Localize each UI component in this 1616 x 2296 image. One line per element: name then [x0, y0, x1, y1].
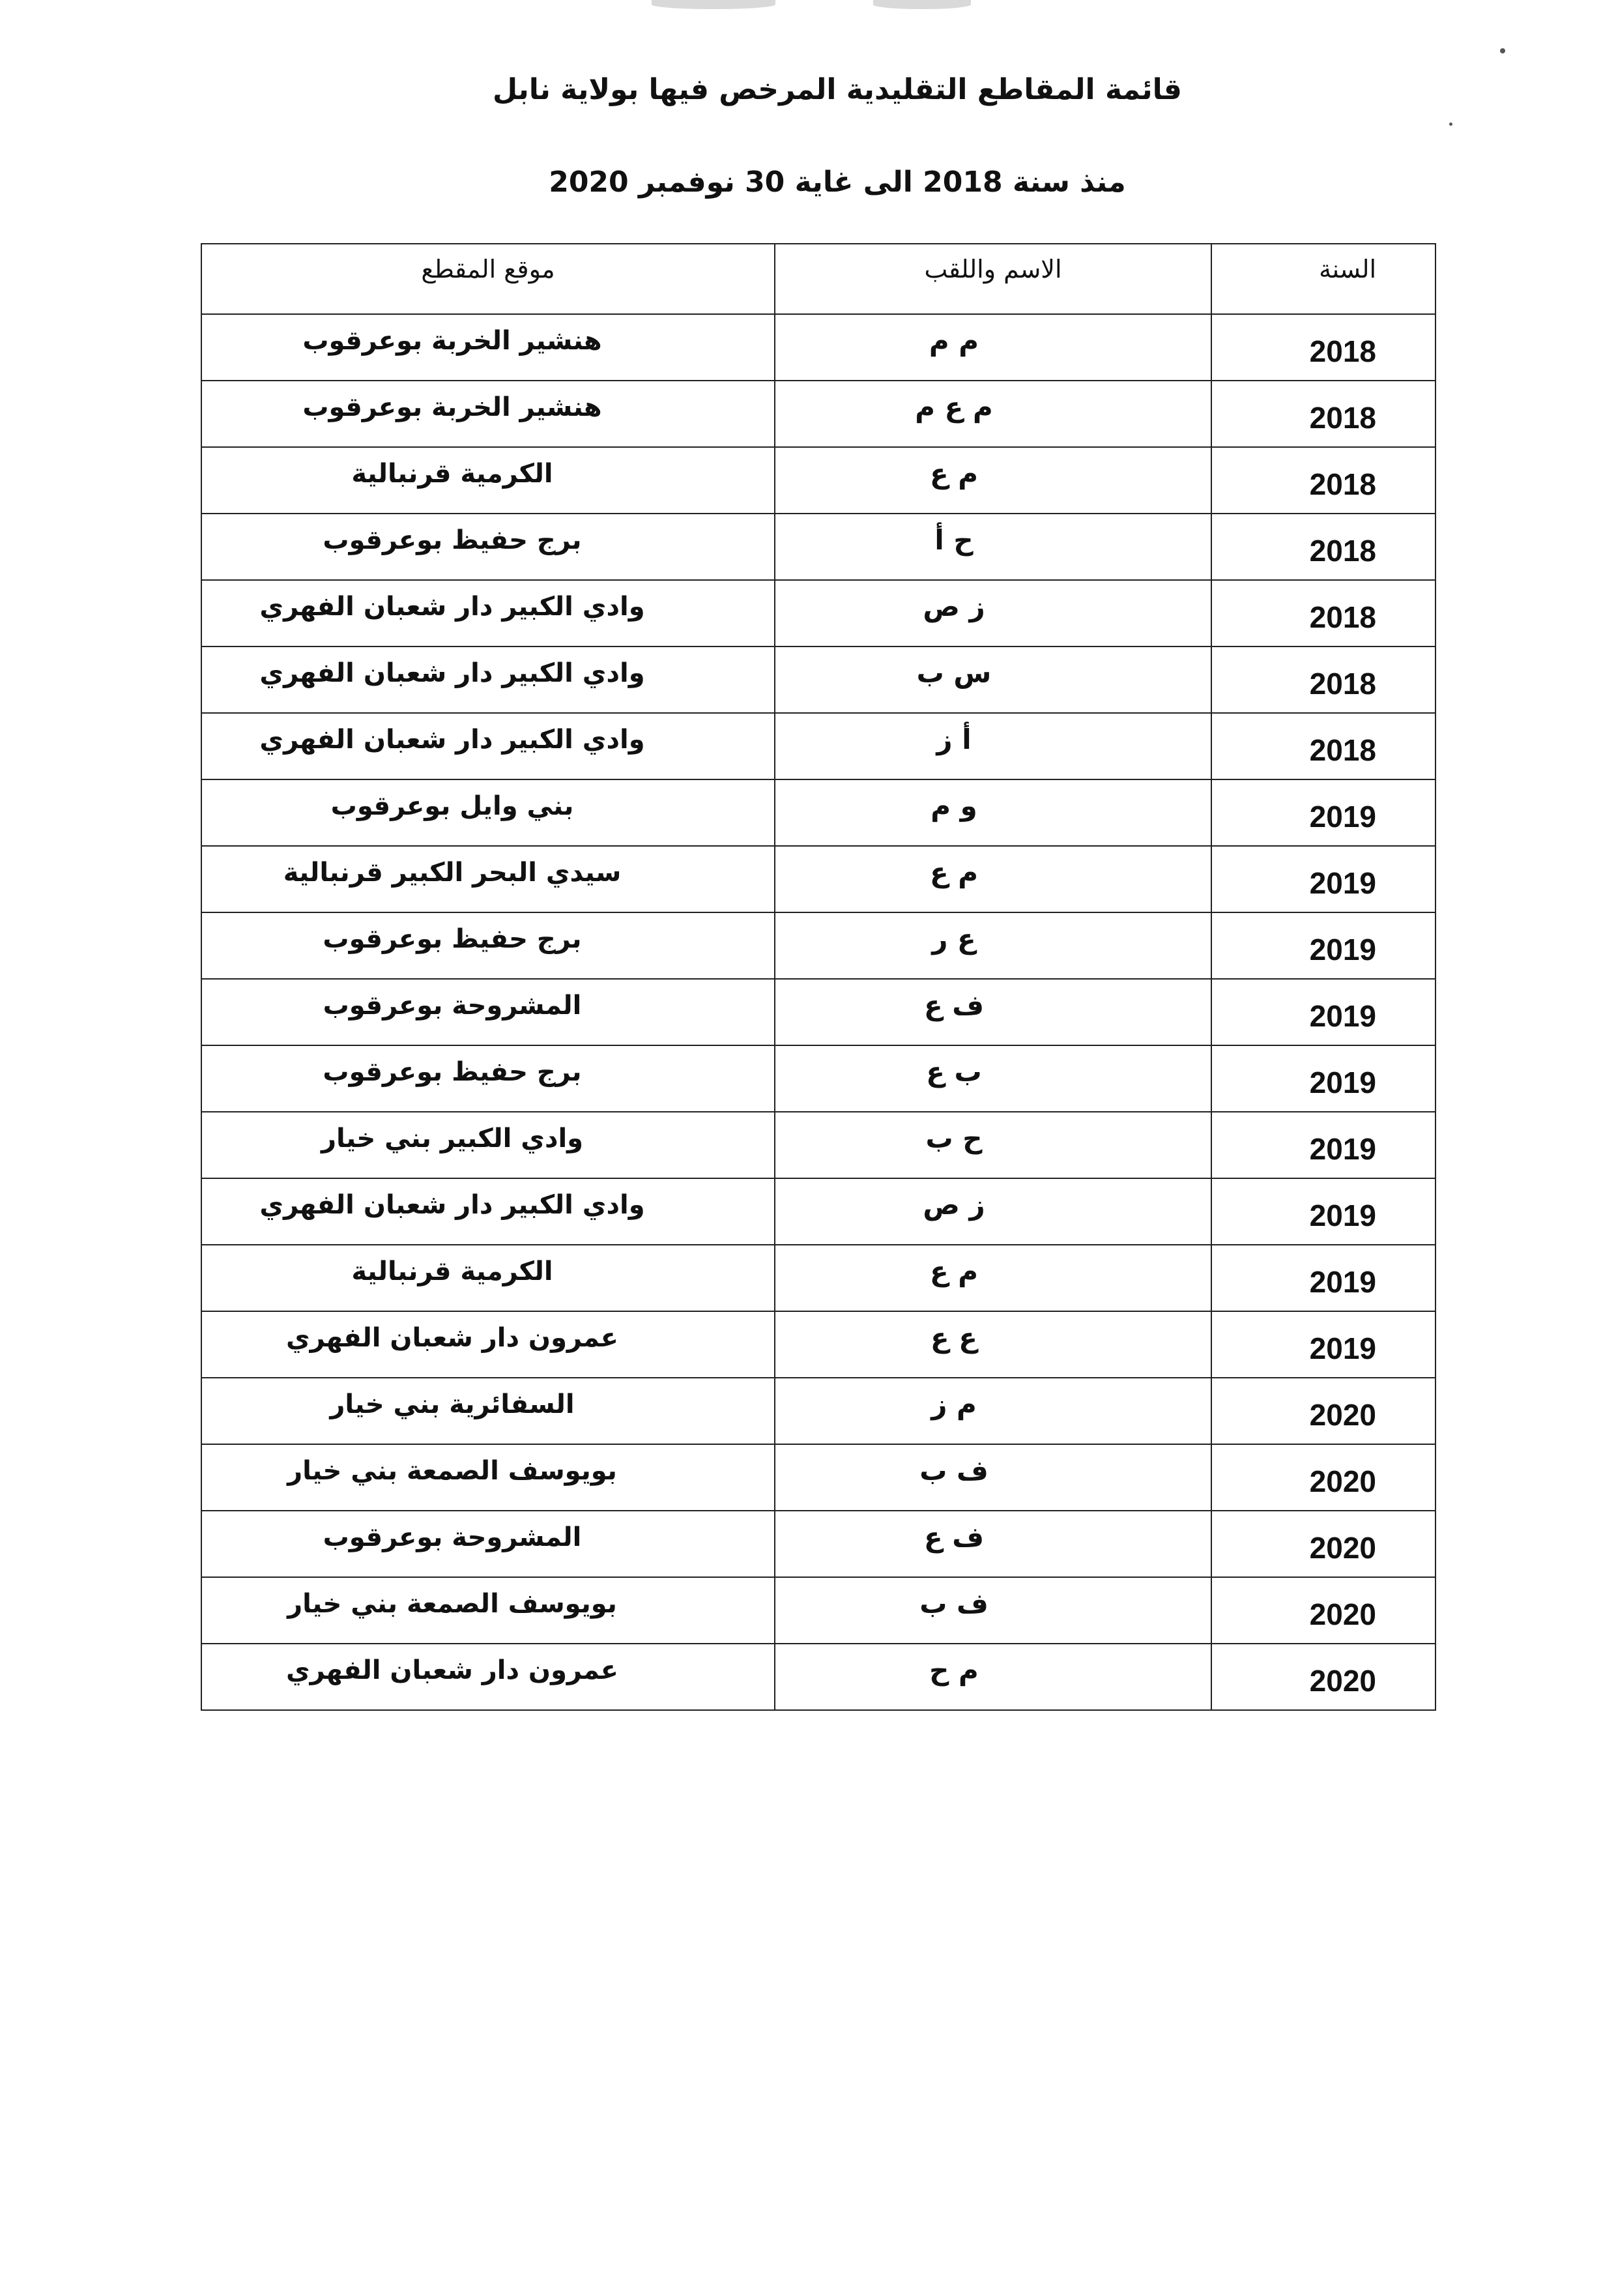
site-cell-text: المشروحة بوعرقوب — [323, 1522, 582, 1552]
table-row — [201, 447, 1436, 514]
site-cell — [201, 1045, 775, 1112]
table-row — [201, 979, 1436, 1045]
year-cell — [1211, 1511, 1436, 1577]
table-row — [201, 1577, 1436, 1644]
year-cell-text: 2018 — [1309, 401, 1376, 435]
name-cell — [775, 713, 1211, 779]
year-cell — [1211, 381, 1436, 447]
site-cell-text: السفائرية بني خيار — [330, 1389, 575, 1419]
year-cell — [1211, 580, 1436, 647]
year-cell — [1211, 314, 1436, 381]
scan-edge-mark — [652, 0, 775, 9]
site-cell — [201, 1444, 775, 1511]
year-cell-text: 2020 — [1309, 1464, 1376, 1498]
site-cell-text: هنشير الخربة بوعرقوب — [302, 326, 602, 356]
year-cell-text: 2020 — [1309, 1398, 1376, 1432]
name-cell-text: ف ب — [919, 1455, 988, 1487]
site-cell — [201, 514, 775, 580]
site-cell-text: برج حفيظ بوعرقوب — [323, 525, 582, 555]
name-cell — [775, 1444, 1211, 1511]
year-cell — [1211, 912, 1436, 979]
site-cell — [201, 1644, 775, 1710]
name-cell-text: م ع — [929, 856, 979, 888]
name-cell-text: ب ع — [926, 1056, 982, 1088]
table-header-row — [201, 244, 1436, 314]
site-cell-text: وادي الكبير دار شعبان الفهري — [259, 658, 645, 688]
year-cell — [1211, 1644, 1436, 1710]
site-cell — [201, 1112, 775, 1178]
site-cell-text: سيدي البحر الكبير قرنبالية — [283, 858, 622, 888]
year-cell — [1211, 1311, 1436, 1378]
header-year — [1211, 244, 1436, 314]
site-cell — [201, 1311, 775, 1378]
year-cell-text: 2018 — [1309, 534, 1376, 568]
year-cell-text: 2019 — [1309, 866, 1376, 900]
header-name-label: الاسم واللقب — [924, 255, 1062, 283]
site-cell — [201, 846, 775, 912]
table-row — [201, 647, 1436, 713]
name-cell-text: ف ع — [923, 1521, 985, 1553]
year-cell-text: 2019 — [1309, 1199, 1376, 1232]
name-cell — [775, 447, 1211, 514]
year-cell — [1211, 1045, 1436, 1112]
year-cell-text: 2019 — [1309, 1066, 1376, 1099]
site-cell-text: وادي الكبير دار شعبان الفهري — [259, 1190, 645, 1220]
name-cell — [775, 1577, 1211, 1644]
header-site-label: موقع المقطع — [421, 255, 555, 283]
table-body — [201, 314, 1436, 1710]
name-cell — [775, 1511, 1211, 1577]
table-row — [201, 1045, 1436, 1112]
header-site — [201, 244, 775, 314]
table-row — [201, 713, 1436, 779]
year-cell-text: 2019 — [1309, 999, 1376, 1033]
name-cell — [775, 1378, 1211, 1444]
site-cell-text: الكرمية قرنبالية — [351, 1257, 553, 1286]
name-cell — [775, 1644, 1211, 1710]
site-cell-text: بويوسف الصمعة بني خيار — [287, 1456, 617, 1486]
name-cell-text: ح ب — [925, 1122, 983, 1154]
document-title: قائمة المقاطع التقليدية المرخص فيها بولاية نابل — [493, 73, 1182, 106]
site-cell — [201, 1511, 775, 1577]
table-row — [201, 1311, 1436, 1378]
site-cell-text: وادي الكبير بني خيار — [321, 1124, 584, 1154]
table-row — [201, 381, 1436, 447]
quarries-table — [201, 243, 1436, 1711]
name-cell-text: ز ص — [923, 1189, 985, 1221]
document-subtitle: منذ سنة 2018 الى غاية 30 نوفمبر 2020 — [549, 166, 1126, 199]
table-row — [201, 580, 1436, 647]
name-cell — [775, 1112, 1211, 1178]
site-cell-text: بويوسف الصمعة بني خيار — [287, 1589, 617, 1619]
year-cell-text: 2018 — [1309, 334, 1376, 368]
name-cell-text: أ ز — [936, 723, 972, 755]
name-cell — [775, 580, 1211, 647]
site-cell — [201, 779, 775, 846]
year-cell-text: 2020 — [1309, 1531, 1376, 1565]
year-cell — [1211, 1378, 1436, 1444]
table-row — [201, 1178, 1436, 1245]
name-cell-text: ع ع — [930, 1322, 977, 1354]
year-cell — [1211, 1245, 1436, 1311]
name-cell — [775, 381, 1211, 447]
year-cell-text: 2019 — [1309, 1331, 1376, 1365]
year-cell-text: 2020 — [1309, 1664, 1376, 1698]
name-cell-text: م ع — [929, 458, 979, 489]
scan-speck — [1449, 123, 1452, 126]
header-year-label: السنة — [1319, 255, 1376, 283]
name-cell-text: س ب — [916, 657, 992, 689]
site-cell-text: المشروحة بوعرقوب — [323, 991, 582, 1021]
table-row — [201, 779, 1436, 846]
table-row — [201, 1644, 1436, 1710]
name-cell — [775, 1178, 1211, 1245]
site-cell — [201, 1577, 775, 1644]
table-row — [201, 314, 1436, 381]
table-row — [201, 1245, 1436, 1311]
header-name — [775, 244, 1211, 314]
name-cell — [775, 779, 1211, 846]
year-cell — [1211, 1577, 1436, 1644]
name-cell-text: ح أ — [934, 524, 974, 556]
year-cell-text: 2019 — [1309, 1265, 1376, 1299]
year-cell — [1211, 1444, 1436, 1511]
site-cell — [201, 580, 775, 647]
site-cell — [201, 912, 775, 979]
site-cell — [201, 381, 775, 447]
site-cell — [201, 1245, 775, 1311]
site-cell — [201, 979, 775, 1045]
site-cell-text: عمرون دار شعبان الفهري — [286, 1323, 618, 1353]
site-cell-text: عمرون دار شعبان الفهري — [286, 1655, 618, 1685]
name-cell-text: م ع م — [915, 391, 993, 423]
table-row — [201, 912, 1436, 979]
name-cell — [775, 1045, 1211, 1112]
site-cell-text: الكرمية قرنبالية — [351, 459, 553, 489]
year-cell — [1211, 647, 1436, 713]
site-cell-text: برج حفيظ بوعرقوب — [323, 1057, 582, 1087]
table-row — [201, 1378, 1436, 1444]
name-cell — [775, 846, 1211, 912]
site-cell-text: بني وايل بوعرقوب — [330, 791, 574, 821]
year-cell — [1211, 1178, 1436, 1245]
year-cell — [1211, 779, 1436, 846]
scan-speck — [1500, 48, 1505, 53]
table-row — [201, 1444, 1436, 1511]
year-cell-text: 2019 — [1309, 933, 1376, 966]
name-cell-text: و م — [931, 790, 977, 822]
year-cell — [1211, 713, 1436, 779]
site-cell — [201, 1378, 775, 1444]
name-cell-text: م ع — [929, 1255, 979, 1287]
site-cell — [201, 447, 775, 514]
name-cell-text: م م — [929, 325, 979, 356]
table-row — [201, 1112, 1436, 1178]
name-cell — [775, 979, 1211, 1045]
year-cell — [1211, 1112, 1436, 1178]
site-cell-text: وادي الكبير دار شعبان الفهري — [259, 725, 645, 755]
site-cell — [201, 647, 775, 713]
name-cell-text: ع ر — [932, 923, 976, 955]
year-cell-text: 2019 — [1309, 800, 1376, 834]
name-cell-text: ف ب — [919, 1588, 988, 1620]
year-cell-text: 2018 — [1309, 733, 1376, 767]
year-cell — [1211, 979, 1436, 1045]
scan-edge-mark — [873, 0, 971, 9]
year-cell — [1211, 846, 1436, 912]
year-cell-text: 2018 — [1309, 667, 1376, 701]
year-cell — [1211, 447, 1436, 514]
year-cell-text: 2018 — [1309, 467, 1376, 501]
site-cell — [201, 713, 775, 779]
year-cell-text: 2018 — [1309, 600, 1376, 634]
table-row — [201, 846, 1436, 912]
site-cell-text: هنشير الخربة بوعرقوب — [302, 392, 602, 422]
name-cell — [775, 514, 1211, 580]
year-cell-text: 2019 — [1309, 1132, 1376, 1166]
name-cell — [775, 1311, 1211, 1378]
name-cell — [775, 647, 1211, 713]
site-cell-text: برج حفيظ بوعرقوب — [323, 924, 582, 954]
table-row — [201, 514, 1436, 580]
name-cell-text: ف ع — [923, 989, 985, 1021]
name-cell — [775, 1245, 1211, 1311]
name-cell-text: م ز — [931, 1388, 977, 1420]
year-cell — [1211, 514, 1436, 580]
year-cell-text: 2020 — [1309, 1597, 1376, 1631]
site-cell-text: وادي الكبير دار شعبان الفهري — [259, 592, 645, 622]
name-cell-text: م ح — [929, 1654, 979, 1686]
name-cell — [775, 314, 1211, 381]
name-cell — [775, 912, 1211, 979]
site-cell — [201, 1178, 775, 1245]
table-row — [201, 1511, 1436, 1577]
site-cell — [201, 314, 775, 381]
name-cell-text: ز ص — [923, 590, 985, 622]
